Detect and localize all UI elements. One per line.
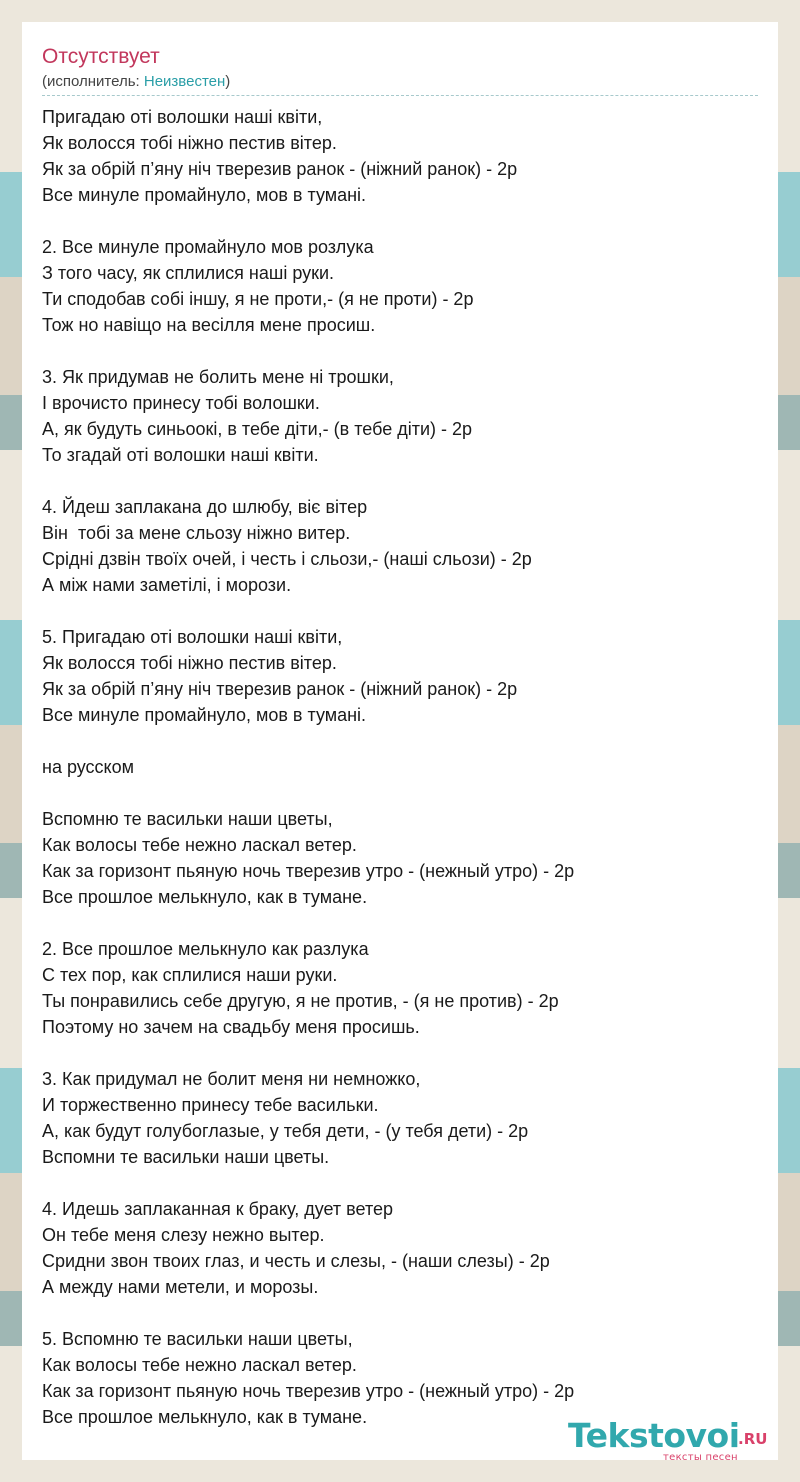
lyric-line: І врочисто принесу тобі волошки. (42, 393, 320, 413)
lyric-blank-line (42, 910, 758, 936)
lyric-blank-line (42, 1040, 758, 1066)
lyric-blank-line (42, 598, 758, 624)
lyric-line: Он тебе меня слезу нежно вытер. (42, 1225, 325, 1245)
lyric-line: Все минуле промайнуло, мов в тумані. (42, 185, 367, 205)
lyric-line: 5. Вспомню те васильки наши цветы, (42, 1329, 353, 1349)
lyric-line: Вспомню те васильки наши цветы, (42, 809, 333, 829)
lyric-blank-line (42, 780, 758, 806)
lyric-line: А между нами метели, и морозы. (42, 1277, 319, 1297)
tekstovoi-logo[interactable] (568, 1416, 773, 1466)
artist-prefix: (исполнитель: (42, 73, 144, 90)
lyric-line: Все минуле промайнуло, мов в тумані. (42, 705, 367, 725)
lyric-line: 2. Все прошлое мелькнуло как разлука (42, 939, 369, 959)
lyric-line: Поэтому но зачем на свадьбу меня просишь. (42, 1017, 420, 1037)
artist-suffix: ) (225, 73, 231, 90)
lyric-line: А, як будуть синьоокі, в тебе діти,- (в тебе діти) - 2р (42, 419, 473, 439)
lyric-line: на русском (42, 757, 135, 777)
lyric-blank-line (42, 1170, 758, 1196)
lyric-line: 3. Як придумав не болить мене ні трошки, (42, 367, 394, 387)
lyric-blank-line (42, 1300, 758, 1326)
artist-link[interactable]: Неизвестен (143, 73, 226, 90)
lyrics-card (22, 22, 778, 1463)
lyric-line: Как волосы тебе нежно ласкал ветер. (42, 1355, 357, 1375)
logo-name: Tekstovoi (568, 1416, 740, 1455)
lyric-line: Тож но навіщо на весілля мене просиш. (42, 315, 376, 335)
lyric-line: Як за обрій п’яну ніч тверезив ранок - (ніжний ранок) - 2р (42, 679, 518, 699)
lyric-blank-line (42, 728, 758, 754)
lyric-blank-line (42, 468, 758, 494)
lyric-blank-line (42, 338, 758, 364)
lyric-line: Як волосся тобі ніжно пестив вітер. (42, 653, 337, 673)
lyric-line: Ты понравились себе другую, я не против, - (я не против) - 2р (42, 991, 559, 1011)
lyrics-text (42, 104, 758, 1430)
lyric-line: Пригадаю оті волошки наші квіти, (42, 107, 323, 127)
lyric-line: Как за горизонт пьяную ночь тверезив утро - (нежный утро) - 2р (42, 1381, 575, 1401)
lyric-line: Сридни звон твоих глаз, и честь и слезы, - (наши слезы) - 2р (42, 1251, 550, 1271)
lyric-line: С тех пор, как сплилися наши руки. (42, 965, 338, 985)
lyric-line: И торжественно принесу тебе васильки. (42, 1095, 379, 1115)
lyric-line: 4. Йдеш заплакана до шлюбу, віє вітер (42, 497, 368, 517)
lyric-blank-line (42, 208, 758, 234)
lyric-line: Как за горизонт пьяную ночь тверезив утро - (нежный утро) - 2р (42, 861, 575, 881)
lyric-line: Ти сподобав собі іншу, я не проти,- (я не проти) - 2р (42, 289, 474, 309)
lyric-line: Як волосся тобі ніжно пестив вітер. (42, 133, 337, 153)
lyric-line: Срідні дзвін твоїх очей, і честь і сльози,- (наші сльози) - 2р (42, 549, 532, 569)
lyric-line: 4. Идешь заплаканная к браку, дует ветер (42, 1199, 394, 1219)
lyric-line: Как волосы тебе нежно ласкал ветер. (42, 835, 357, 855)
logo-tld: .RU (738, 1430, 768, 1448)
logo-tagline: тексты песен (663, 1452, 738, 1463)
lyric-line: З того часу, як сплилися наші руки. (42, 263, 335, 283)
lyric-line: Все прошлое мелькнуло, как в тумане. (42, 1407, 368, 1427)
lyric-line: Як за обрій п’яну ніч тверезив ранок - (ніжний ранок) - 2р (42, 159, 518, 179)
lyric-line: Він тобі за мене сльозу ніжно витер. (42, 523, 351, 543)
lyric-line: 2. Все минуле промайнуло мов розлука (42, 237, 374, 257)
lyric-line: Все прошлое мелькнуло, как в тумане. (42, 887, 368, 907)
song-title: Отсутствует (42, 45, 160, 68)
lyric-line: А між нами заметілі, і морози. (42, 575, 292, 595)
artist-line (42, 72, 758, 96)
lyric-line: 5. Пригадаю оті волошки наші квіти, (42, 627, 343, 647)
lyric-line: Вспомни те васильки наши цветы. (42, 1147, 330, 1167)
lyric-line: То згадай оті волошки наші квіти. (42, 445, 319, 465)
lyric-line: 3. Как придумал не болит меня ни немножко, (42, 1069, 421, 1089)
lyric-line: А, как будут голубоглазые, у тебя дети, - (у тебя дети) - 2р (42, 1121, 529, 1141)
